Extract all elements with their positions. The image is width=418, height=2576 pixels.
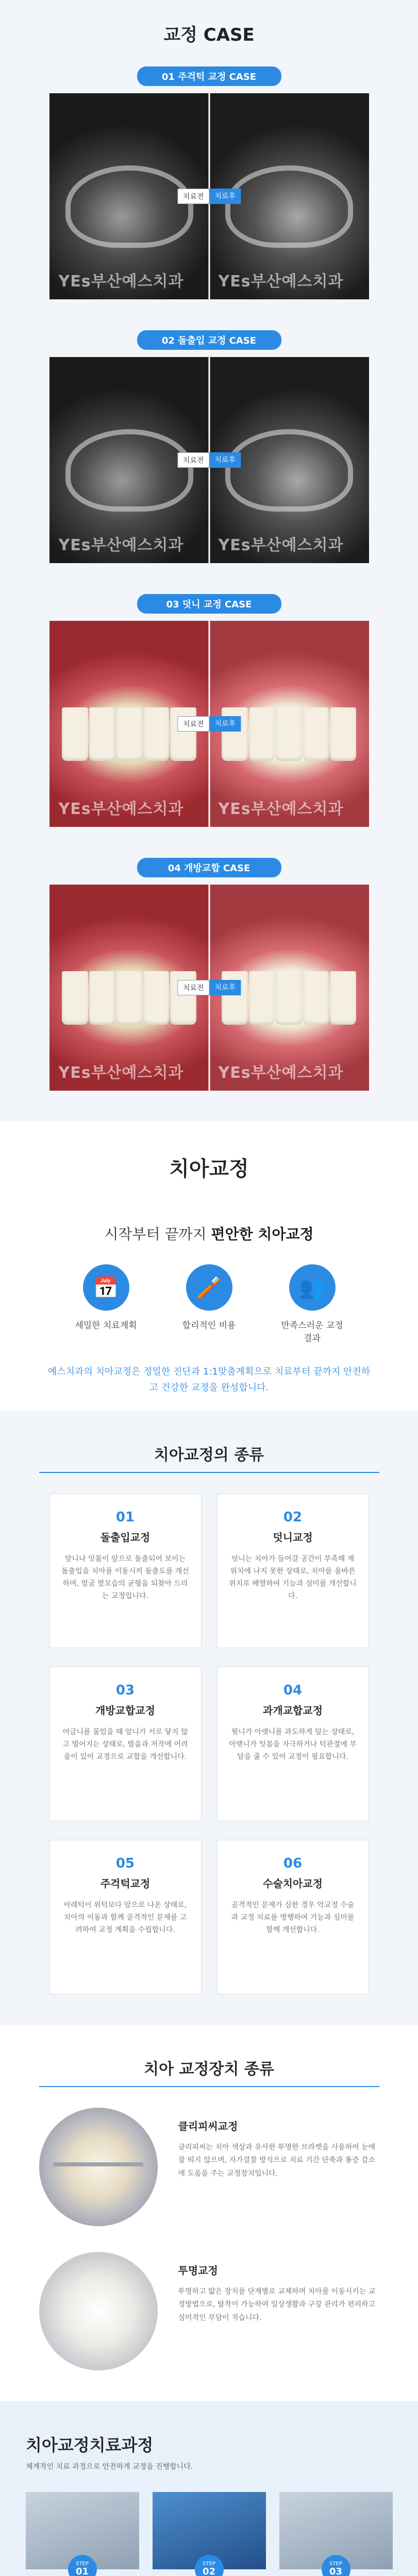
type-description: 어금니를 물었을 때 앞니가 서로 닿지 않고 벌어지는 상태로, 발음과 저작에 어려움이 있어 교정으로 교합을 개선합니다.	[62, 1728, 188, 1761]
intro-title: 치아교정	[169, 1157, 249, 1181]
type-name: 수술치아교정	[263, 1877, 323, 1890]
type-name: 주걱턱교정	[100, 1877, 151, 1890]
case-block	[49, 66, 369, 299]
process-step	[153, 2492, 266, 2576]
intro-icon-label: 만족스러운 교정결과	[281, 1320, 343, 1344]
device-name: 투명교정	[178, 2264, 218, 2277]
intro-headline: 시작부터 끝까지 편안한 치아교정	[104, 1226, 314, 1243]
intro-icon-item	[279, 1264, 346, 1344]
after-tag: 치료후	[210, 452, 241, 468]
type-number: 04	[283, 1683, 303, 1699]
case-compare	[49, 885, 369, 1091]
type-name: 돌출입교정	[100, 1531, 151, 1544]
toothbrush-icon: 🪥	[186, 1264, 232, 1311]
device-description: 클리피씨는 치아 색상과 유사한 투명한 브라켓을 사용하여 눈에 잘 띄지 않으며, 자가결찰 방식으로 치료 기간 단축과 통증 감소에 도움을 주는 교정장치입니다.	[178, 2143, 376, 2178]
before-tag: 치료전	[177, 189, 210, 204]
type-description: 아래턱이 위턱보다 앞으로 나온 상태로, 치아의 이동과 함께 골격적인 문제를 고려하여 교정 계획을 수립합니다.	[63, 1901, 187, 1934]
case-label: 04 개방교합 CASE	[137, 858, 281, 877]
type-card	[217, 1667, 369, 1821]
type-card	[49, 1840, 202, 1994]
type-number: 06	[283, 1856, 303, 1872]
case-compare	[49, 93, 369, 299]
type-number: 03	[115, 1683, 135, 1699]
team-icon: 👥	[289, 1264, 336, 1311]
calendar-icon: 📅	[83, 1264, 129, 1311]
after-tag: 치료후	[210, 980, 241, 995]
watermark: YEs부산예스치과	[218, 1064, 344, 1082]
watermark: YEs부산예스치과	[218, 800, 344, 818]
divider	[39, 2086, 379, 2087]
type-card	[49, 1667, 202, 1821]
watermark: YEs부산예스치과	[218, 273, 344, 291]
case-label: 03 덧니 교정 CASE	[137, 594, 281, 614]
type-name: 덧니교정	[273, 1531, 313, 1544]
type-description: 골격적인 문제가 심한 경우 악교정 수술과 교정 치료를 병행하여 기능과 심미를 함께 개선합니다.	[231, 1901, 355, 1934]
intro-description: 예스치과의 치아교정은 정밀한 진단과 1:1맞춤계획으로 치료부터 끝까지 안전하고 건강한 교정을 완성합니다.	[47, 1366, 371, 1393]
type-number: 05	[115, 1856, 135, 1872]
watermark: YEs부산예스치과	[58, 1064, 184, 1082]
intro-icon-item	[73, 1264, 140, 1344]
type-number: 02	[283, 1510, 303, 1526]
watermark: YEs부산예스치과	[58, 536, 184, 554]
device-item	[39, 2252, 379, 2370]
after-tag: 치료후	[210, 189, 241, 204]
process-section	[0, 2401, 418, 2576]
case-title: 교정 CASE	[163, 25, 255, 45]
type-name: 과개교합교정	[263, 1704, 323, 1717]
type-description: 윗니가 아랫니를 과도하게 덮는 상태로, 아랫니가 잇몸을 자극하거나 턱관절에 부담을 줄 수 있어 교정이 필요합니다.	[229, 1728, 357, 1761]
case-label: 02 돌출입 교정 CASE	[137, 330, 281, 350]
case-compare	[49, 357, 369, 563]
case-section	[0, 0, 418, 1122]
process-steps	[0, 2492, 418, 2576]
before-tag: 치료전	[177, 452, 210, 468]
before-tag: 치료전	[177, 980, 210, 995]
step-badge: STEP 02	[195, 2555, 224, 2576]
process-subtitle: 체계적인 치료 과정으로 안전하게 교정을 진행합니다.	[26, 2463, 193, 2471]
type-card	[217, 1494, 369, 1648]
case-label: 01 주걱턱 교정 CASE	[137, 66, 281, 86]
watermark: YEs부산예스치과	[58, 800, 184, 818]
intro-icon-item	[176, 1264, 243, 1344]
watermark: YEs부산예스치과	[218, 536, 344, 554]
intro-section	[0, 1122, 418, 1411]
divider	[39, 1472, 379, 1473]
process-step	[26, 2492, 139, 2576]
after-tag: 치료후	[210, 716, 241, 732]
case-block	[49, 594, 369, 827]
types-title: 치아교정의 종류	[154, 1446, 264, 1465]
intro-icon-label: 합리적인 비용	[182, 1320, 236, 1331]
case-block	[49, 330, 369, 563]
braces-photo	[39, 2108, 158, 2226]
before-tag: 치료전	[177, 716, 210, 732]
process-title: 치아교정치료과정	[26, 2435, 154, 2455]
type-description: 앞니나 잇몸이 앞으로 돌출되어 보이는 돌출입을 치아를 이동시켜 돌출도를 개선하며, 얼굴 옆모습의 균형을 되찾아 드리는 교정입니다.	[61, 1555, 189, 1600]
type-number: 01	[115, 1510, 135, 1526]
step-badge: STEP 03	[322, 2555, 350, 2576]
intro-icon-list	[0, 1264, 418, 1344]
device-description: 투명하고 얇은 장치를 단계별로 교체하며 치아를 이동시키는 교정방법으로, 탈착이 가능하여 일상생활과 구강 관리가 편리하고 심미적인 부담이 적습니다.	[178, 2287, 376, 2322]
type-card	[217, 1840, 369, 1994]
case-compare	[49, 621, 369, 827]
devices-section	[0, 2025, 418, 2401]
case-block	[49, 858, 369, 1091]
device-name: 클리피씨교정	[178, 2120, 238, 2133]
types-section	[0, 1411, 418, 2025]
type-description: 덧니는 치아가 들어갈 공간이 부족해 제 위치에 나지 못한 상태로, 치아를 올바른 위치로 배열하여 기능과 심미를 개선합니다.	[229, 1555, 357, 1600]
devices-title: 치아 교정장치 종류	[144, 2060, 274, 2079]
watermark: YEs부산예스치과	[58, 273, 184, 291]
type-name: 개방교합교정	[95, 1704, 155, 1717]
device-item	[39, 2108, 379, 2226]
step-badge: STEP 01	[68, 2555, 97, 2576]
types-grid	[49, 1494, 369, 1994]
type-card	[49, 1494, 202, 1648]
process-step	[279, 2492, 393, 2576]
intro-icon-label: 세밀한 치료계획	[75, 1320, 137, 1331]
clear-aligner-photo	[39, 2252, 158, 2370]
